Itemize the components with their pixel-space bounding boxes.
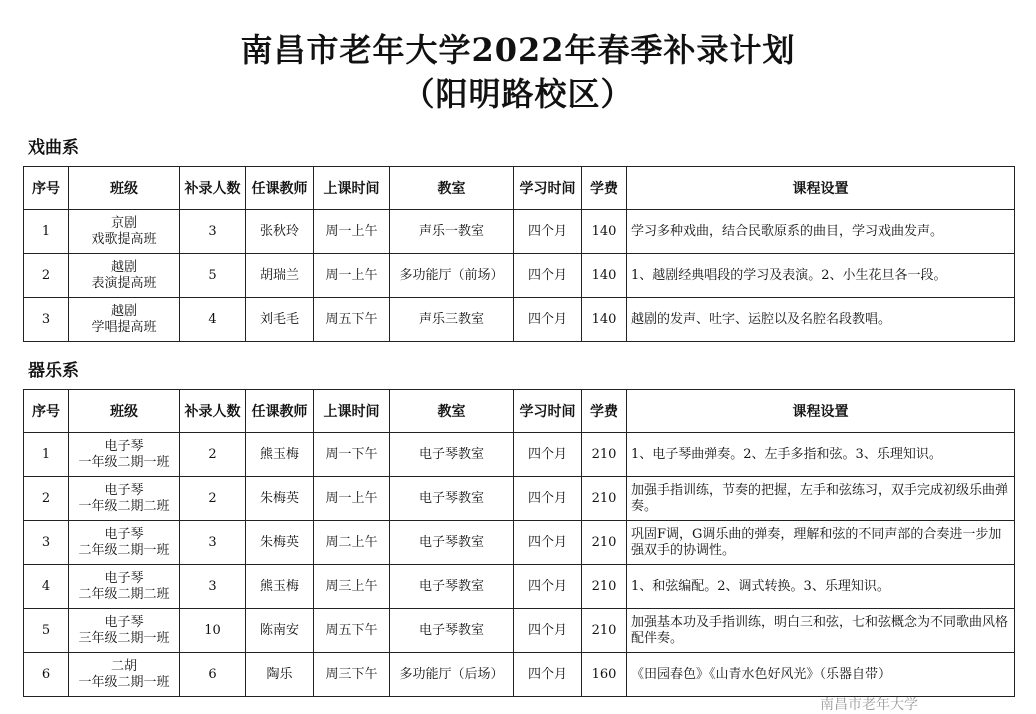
row-number-text: 1 bbox=[41, 446, 51, 462]
classroom-text: 声乐三教室 bbox=[418, 311, 484, 327]
study-duration-text: 四个月 bbox=[527, 311, 567, 327]
classroom bbox=[390, 210, 514, 254]
row-number bbox=[24, 653, 69, 697]
teacher-name-text: 刘毛毛 bbox=[259, 311, 299, 327]
course-description bbox=[627, 609, 1015, 653]
header-time: 上课时间 bbox=[314, 390, 390, 433]
class-name bbox=[69, 433, 180, 477]
tuition-fee-text: 140 bbox=[591, 267, 617, 283]
header-teacher: 任课教师 bbox=[246, 390, 314, 433]
enroll-count-text: 3 bbox=[208, 534, 217, 550]
enroll-count-text: 2 bbox=[208, 490, 217, 506]
row-number-text: 3 bbox=[41, 534, 51, 550]
classroom bbox=[390, 609, 514, 653]
teacher-name bbox=[246, 477, 314, 521]
instrument-rows bbox=[24, 433, 1015, 697]
classroom bbox=[390, 254, 514, 298]
tuition-fee-text: 210 bbox=[591, 534, 617, 550]
teacher-name bbox=[246, 433, 314, 477]
class-time bbox=[314, 210, 390, 254]
tuition-fee-text: 210 bbox=[591, 446, 617, 462]
tuition-fee bbox=[582, 477, 627, 521]
classroom bbox=[390, 298, 514, 342]
class-time bbox=[314, 298, 390, 342]
tuition-fee bbox=[582, 521, 627, 565]
row-number bbox=[24, 210, 69, 254]
class-time-text: 周一上午 bbox=[325, 490, 378, 506]
header-duration: 学习时间 bbox=[514, 390, 582, 433]
class-time-text: 周一上午 bbox=[325, 267, 378, 283]
class-name-text: 京剧 戏歌提高班 bbox=[91, 215, 157, 247]
table-row bbox=[24, 609, 1015, 653]
enroll-count-text: 6 bbox=[208, 666, 217, 682]
enroll-count-text: 3 bbox=[208, 223, 217, 239]
class-name-text: 电子琴 二年级二期一班 bbox=[78, 526, 170, 558]
enroll-count-text: 3 bbox=[208, 578, 217, 594]
class-time-text: 周一上午 bbox=[325, 223, 378, 239]
course-description-text: 越剧的发声、吐字、运腔以及名腔名段教唱。 bbox=[631, 311, 892, 327]
watermark-text: 南昌市老年大学 bbox=[820, 697, 918, 713]
class-name bbox=[69, 254, 180, 298]
tuition-fee-text: 140 bbox=[591, 223, 617, 239]
class-time bbox=[314, 254, 390, 298]
page-title: 南昌市老年大学2022年春季补录计划 bbox=[240, 31, 796, 69]
header-desc: 课程设置 bbox=[627, 390, 1015, 433]
class-time-text: 周三下午 bbox=[325, 666, 378, 682]
row-number-text: 2 bbox=[41, 490, 51, 506]
tuition-fee-text: 140 bbox=[591, 311, 617, 327]
table-row bbox=[24, 477, 1015, 521]
teacher-name bbox=[246, 210, 314, 254]
course-description-text: 学习多种戏曲，结合民歌原系的曲目，学习戏曲发声。 bbox=[631, 223, 944, 239]
teacher-name bbox=[246, 609, 314, 653]
row-number bbox=[24, 477, 69, 521]
teacher-name bbox=[246, 565, 314, 609]
class-time bbox=[314, 477, 390, 521]
enroll-count bbox=[180, 433, 246, 477]
header-count: 补录人数 bbox=[180, 167, 246, 210]
teacher-name-text: 陈南安 bbox=[259, 622, 299, 638]
row-number-text: 5 bbox=[41, 622, 51, 638]
class-name bbox=[69, 521, 180, 565]
opera-rows bbox=[24, 210, 1015, 342]
study-duration bbox=[514, 254, 582, 298]
course-description bbox=[627, 477, 1015, 521]
course-description bbox=[627, 565, 1015, 609]
teacher-name bbox=[246, 653, 314, 697]
table-row bbox=[24, 565, 1015, 609]
table-row bbox=[24, 210, 1015, 254]
class-time bbox=[314, 521, 390, 565]
tuition-fee bbox=[582, 565, 627, 609]
row-number bbox=[24, 433, 69, 477]
table-row bbox=[24, 653, 1015, 697]
study-duration bbox=[514, 298, 582, 342]
table-row bbox=[24, 521, 1015, 565]
class-time-text: 周五下午 bbox=[325, 622, 378, 638]
enroll-count-text: 4 bbox=[208, 311, 217, 327]
section-title-instrument: 器乐系 bbox=[28, 361, 79, 381]
study-duration bbox=[514, 477, 582, 521]
tuition-fee-text: 210 bbox=[591, 490, 617, 506]
enroll-count bbox=[180, 609, 246, 653]
class-time bbox=[314, 653, 390, 697]
classroom bbox=[390, 521, 514, 565]
header-no: 序号 bbox=[24, 390, 69, 433]
row-number bbox=[24, 254, 69, 298]
row-number bbox=[24, 609, 69, 653]
classroom-text: 电子琴教室 bbox=[418, 578, 484, 594]
header-desc: 课程设置 bbox=[627, 167, 1015, 210]
table-row bbox=[24, 433, 1015, 477]
tuition-fee bbox=[582, 433, 627, 477]
course-description-text: 加强手指训练，节奏的把握，左手和弦练习，双手完成初级乐曲弹奏。 bbox=[631, 482, 1009, 514]
teacher-name-text: 胡瑞兰 bbox=[259, 267, 299, 283]
study-duration-text: 四个月 bbox=[527, 534, 567, 550]
tuition-fee bbox=[582, 609, 627, 653]
enroll-count bbox=[180, 210, 246, 254]
row-number bbox=[24, 565, 69, 609]
class-name-text: 电子琴 二年级二期二班 bbox=[78, 570, 170, 602]
enroll-count bbox=[180, 521, 246, 565]
teacher-name bbox=[246, 298, 314, 342]
teacher-name-text: 朱梅英 bbox=[259, 534, 299, 550]
class-time bbox=[314, 565, 390, 609]
course-description bbox=[627, 210, 1015, 254]
classroom-text: 电子琴教室 bbox=[418, 622, 484, 638]
class-time bbox=[314, 433, 390, 477]
course-description bbox=[627, 298, 1015, 342]
header-count: 补录人数 bbox=[180, 390, 246, 433]
row-number bbox=[24, 521, 69, 565]
table-row bbox=[24, 254, 1015, 298]
row-number-text: 3 bbox=[41, 311, 51, 327]
study-duration bbox=[514, 653, 582, 697]
row-number-text: 2 bbox=[41, 267, 51, 283]
row-number-text: 6 bbox=[41, 666, 51, 682]
enroll-count-text: 2 bbox=[208, 446, 217, 462]
class-name bbox=[69, 609, 180, 653]
header-time: 上课时间 bbox=[314, 167, 390, 210]
course-description bbox=[627, 254, 1015, 298]
page-subtitle: （阳明路校区） bbox=[402, 75, 634, 113]
section-title-opera: 戏曲系 bbox=[28, 138, 79, 158]
class-name bbox=[69, 653, 180, 697]
classroom bbox=[390, 565, 514, 609]
study-duration-text: 四个月 bbox=[527, 223, 567, 239]
class-name bbox=[69, 565, 180, 609]
class-name-text: 越剧 学唱提高班 bbox=[91, 303, 157, 335]
course-description bbox=[627, 653, 1015, 697]
tuition-fee-text: 210 bbox=[591, 578, 617, 594]
enroll-count bbox=[180, 298, 246, 342]
course-description-text: 加强基本功及手指训练，明白三和弦，七和弦概念为不同歌曲风格配伴奏。 bbox=[631, 614, 1009, 646]
class-name bbox=[69, 298, 180, 342]
instrument-course-table bbox=[23, 389, 1015, 697]
class-name-text: 越剧 表演提高班 bbox=[91, 259, 157, 291]
teacher-name-text: 熊玉梅 bbox=[259, 578, 299, 594]
class-time-text: 周五下午 bbox=[325, 311, 378, 327]
teacher-name-text: 陶乐 bbox=[266, 666, 293, 682]
opera-course-table bbox=[23, 166, 1015, 342]
course-description-text: 《田园春色》《山青水色好风光》（乐器自带） bbox=[631, 666, 892, 682]
tuition-fee bbox=[582, 653, 627, 697]
study-duration bbox=[514, 210, 582, 254]
header-duration: 学习时间 bbox=[514, 167, 582, 210]
study-duration-text: 四个月 bbox=[527, 490, 567, 506]
class-time-text: 周二上午 bbox=[325, 534, 378, 550]
study-duration bbox=[514, 609, 582, 653]
classroom-text: 电子琴教室 bbox=[418, 446, 484, 462]
header-room: 教室 bbox=[390, 390, 514, 433]
table-header-row bbox=[24, 167, 1015, 210]
row-number bbox=[24, 298, 69, 342]
study-duration-text: 四个月 bbox=[527, 267, 567, 283]
header-class: 班级 bbox=[69, 390, 180, 433]
enroll-count-text: 10 bbox=[204, 622, 221, 638]
course-description-text: 1、越剧经典唱段的学习及表演。2、小生花旦各一段。 bbox=[631, 267, 947, 283]
class-time-text: 周一下午 bbox=[325, 446, 378, 462]
header-room: 教室 bbox=[390, 167, 514, 210]
row-number-text: 1 bbox=[41, 223, 51, 239]
classroom bbox=[390, 653, 514, 697]
class-time bbox=[314, 609, 390, 653]
enroll-count bbox=[180, 565, 246, 609]
teacher-name-text: 熊玉梅 bbox=[259, 446, 299, 462]
course-description bbox=[627, 433, 1015, 477]
table-row bbox=[24, 298, 1015, 342]
class-name-text: 电子琴 一年级二期二班 bbox=[78, 482, 170, 514]
course-description-text: 1、电子琴曲弹奏。2、左手多指和弦。3、乐理知识。 bbox=[631, 446, 942, 462]
tuition-fee bbox=[582, 210, 627, 254]
study-duration bbox=[514, 521, 582, 565]
classroom bbox=[390, 477, 514, 521]
header-no: 序号 bbox=[24, 167, 69, 210]
class-name bbox=[69, 210, 180, 254]
study-duration-text: 四个月 bbox=[527, 578, 567, 594]
class-name-text: 二胡 一年级二期一班 bbox=[78, 658, 170, 690]
header-fee: 学费 bbox=[582, 167, 627, 210]
tuition-fee-text: 210 bbox=[591, 622, 617, 638]
enroll-count bbox=[180, 254, 246, 298]
study-duration-text: 四个月 bbox=[527, 446, 567, 462]
classroom-text: 电子琴教室 bbox=[418, 490, 484, 506]
course-description-text: 巩固F调，G调乐曲的弹奏，理解和弦的不同声部的合奏进一步加强双手的协调性。 bbox=[631, 526, 1002, 558]
classroom bbox=[390, 433, 514, 477]
enroll-count-text: 5 bbox=[208, 267, 217, 283]
classroom-text: 多功能厅（后场） bbox=[399, 666, 504, 682]
classroom-text: 电子琴教室 bbox=[418, 534, 484, 550]
row-number-text: 4 bbox=[41, 578, 51, 594]
classroom-text: 声乐一教室 bbox=[418, 223, 484, 239]
class-name bbox=[69, 477, 180, 521]
tuition-fee bbox=[582, 298, 627, 342]
class-name-text: 电子琴 一年级二期一班 bbox=[78, 438, 170, 470]
teacher-name-text: 朱梅英 bbox=[259, 490, 299, 506]
class-name-text: 电子琴 三年级二期一班 bbox=[78, 614, 170, 646]
tuition-fee bbox=[582, 254, 627, 298]
header-class: 班级 bbox=[69, 167, 180, 210]
enroll-count bbox=[180, 653, 246, 697]
course-description-text: 1、和弦编配。2、调式转换。3、乐理知识。 bbox=[631, 578, 890, 594]
header-fee: 学费 bbox=[582, 390, 627, 433]
study-duration bbox=[514, 565, 582, 609]
class-time-text: 周三上午 bbox=[325, 578, 378, 594]
classroom-text: 多功能厅（前场） bbox=[399, 267, 504, 283]
teacher-name-text: 张秋玲 bbox=[259, 223, 299, 239]
study-duration-text: 四个月 bbox=[527, 622, 567, 638]
teacher-name bbox=[246, 521, 314, 565]
teacher-name bbox=[246, 254, 314, 298]
enroll-count bbox=[180, 477, 246, 521]
header-teacher: 任课教师 bbox=[246, 167, 314, 210]
tuition-fee-text: 160 bbox=[591, 666, 617, 682]
study-duration bbox=[514, 433, 582, 477]
table-header-row bbox=[24, 390, 1015, 433]
study-duration-text: 四个月 bbox=[527, 666, 567, 682]
course-description bbox=[627, 521, 1015, 565]
